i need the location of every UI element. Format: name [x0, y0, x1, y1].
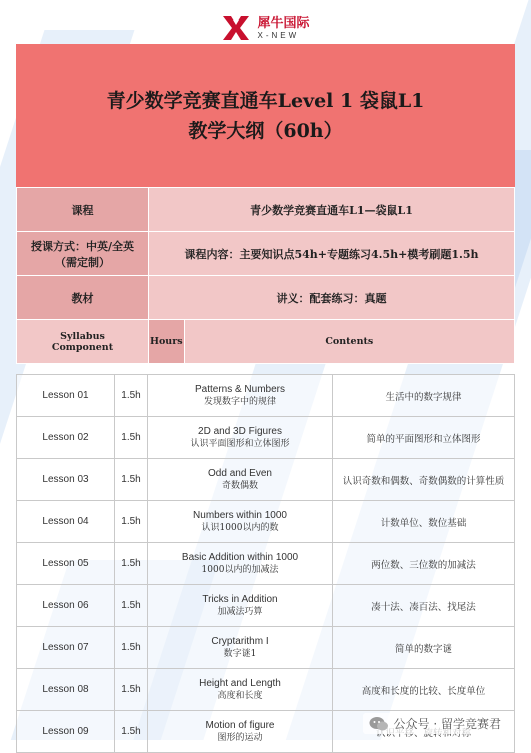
- course-info-table: [16, 187, 515, 364]
- lesson-content: 生活中的数字规律: [333, 375, 515, 417]
- lesson-number: Lesson 08: [17, 669, 115, 711]
- header-contents: Contents: [184, 320, 514, 364]
- lesson-hours: 1.5h: [115, 669, 148, 711]
- lesson-component-cn: 认识1000以内的数: [201, 522, 279, 533]
- lesson-component-cn: 发现数字中的规律: [203, 396, 276, 407]
- mode-label-line1: 授课方式：中英/全英: [30, 239, 135, 253]
- lesson-component-en: 2D and 3D Figures: [198, 425, 282, 437]
- lesson-row: [17, 585, 515, 627]
- lesson-component: [148, 417, 333, 459]
- lesson-row: [17, 627, 515, 669]
- lesson-row: [17, 459, 515, 501]
- lesson-component: [148, 543, 333, 585]
- lesson-component-cn: 数字谜1: [223, 648, 257, 659]
- lesson-component-en: Patterns & Numbers: [194, 383, 286, 395]
- lesson-number: Lesson 06: [17, 585, 115, 627]
- material-label: 教材: [17, 276, 149, 320]
- lesson-hours: 1.5h: [115, 459, 148, 501]
- lesson-hours: 1.5h: [115, 375, 148, 417]
- rhino-logo-icon: [221, 14, 251, 42]
- material-value: 讲义：配套练习：真题: [149, 276, 515, 320]
- lesson-hours: 1.5h: [115, 543, 148, 585]
- logo-english-name: X-NEW: [257, 30, 300, 40]
- lesson-content: 两位数、三位数的加减法: [333, 543, 515, 585]
- lesson-content: 简单的数字谜: [333, 627, 515, 669]
- lesson-component: [148, 375, 333, 417]
- lesson-component-cn: 奇数偶数: [221, 480, 258, 491]
- banner-title: 青少数学竞赛直通车Level 1 袋鼠L1: [106, 89, 425, 112]
- mode-label-line2: （需定制）: [55, 255, 110, 269]
- lessons-table: [16, 374, 515, 753]
- lesson-hours: 1.5h: [115, 501, 148, 543]
- wechat-account-badge: [363, 713, 507, 734]
- lesson-row: [17, 543, 515, 585]
- wechat-icon: [369, 716, 389, 732]
- lesson-hours: 1.5h: [115, 627, 148, 669]
- lesson-component-en: Basic Addition within 1000: [181, 551, 299, 563]
- lesson-number: Lesson 04: [17, 501, 115, 543]
- brand-logo: [0, 10, 531, 46]
- lesson-content: 高度和长度的比较、长度单位: [333, 669, 515, 711]
- lesson-component: [148, 627, 333, 669]
- lesson-component-cn: 图形的运动: [217, 732, 263, 743]
- lesson-component: [148, 459, 333, 501]
- header-component-line2: Component: [51, 341, 114, 353]
- lesson-row: [17, 669, 515, 711]
- wechat-account-name: 公众号 · 留学竞赛君: [393, 717, 501, 731]
- lesson-number: Lesson 05: [17, 543, 115, 585]
- banner-subtitle: 教学大纲（60h）: [188, 119, 343, 142]
- lesson-component: [148, 501, 333, 543]
- lesson-hours: 1.5h: [115, 417, 148, 459]
- lesson-component-en: Cryptarithm I: [211, 635, 269, 647]
- mode-row: [17, 232, 515, 276]
- lesson-content: 认识奇数和偶数、奇数偶数的计算性质: [333, 459, 515, 501]
- lesson-hours: 1.5h: [115, 711, 148, 753]
- header-component-line1: Syllabus: [60, 330, 105, 342]
- lesson-hours: 1.5h: [115, 585, 148, 627]
- lesson-content: 简单的平面图形和立体图形: [333, 417, 515, 459]
- lesson-row: [17, 375, 515, 417]
- lesson-number: Lesson 02: [17, 417, 115, 459]
- lesson-number: Lesson 01: [17, 375, 115, 417]
- lesson-component-en: Height and Length: [199, 677, 281, 689]
- lesson-component-en: Tricks in Addition: [202, 593, 278, 605]
- lesson-component: [148, 711, 333, 753]
- lesson-number: Lesson 07: [17, 627, 115, 669]
- lesson-component-cn: 加减法巧算: [217, 606, 263, 617]
- title-banner: [16, 44, 515, 187]
- lesson-row: [17, 501, 515, 543]
- mode-label: [17, 232, 149, 276]
- lesson-number: Lesson 03: [17, 459, 115, 501]
- lesson-content: 凑十法、凑百法、找尾法: [333, 585, 515, 627]
- header-component: [17, 320, 149, 364]
- lesson-component-en: Numbers within 1000: [193, 509, 287, 521]
- lesson-component-en: Motion of figure: [205, 719, 275, 731]
- course-label: 课程: [17, 188, 149, 232]
- lesson-component-cn: 高度和长度: [217, 690, 263, 701]
- lesson-row: [17, 417, 515, 459]
- material-row: [17, 276, 515, 320]
- logo-chinese-name: 犀牛国际: [257, 15, 310, 31]
- lesson-component-cn: 认识平面图形和立体图形: [190, 438, 290, 449]
- course-row: [17, 188, 515, 232]
- lesson-component: [148, 585, 333, 627]
- header-hours: Hours: [149, 320, 185, 364]
- lesson-component: [148, 669, 333, 711]
- mode-value: 课程内容：主要知识点54h+专题练习4.5h+模考刷题1.5h: [149, 232, 515, 276]
- course-value: 青少数学竞赛直通车L1—袋鼠L1: [149, 188, 515, 232]
- syllabus-header-row: [17, 320, 515, 364]
- lesson-component-en: Odd and Even: [208, 467, 272, 479]
- lesson-content: 计数单位、数位基础: [333, 501, 515, 543]
- lesson-component-cn: 1000以内的加减法: [201, 564, 279, 575]
- lesson-number: Lesson 09: [17, 711, 115, 753]
